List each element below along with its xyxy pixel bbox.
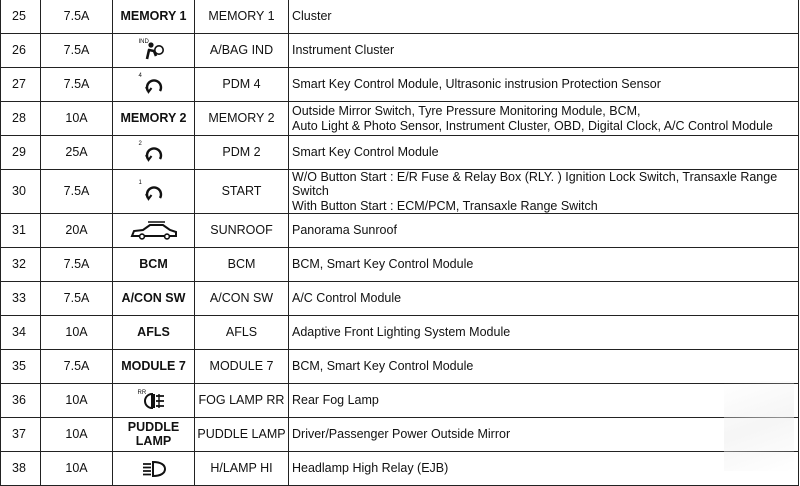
fuse-symbol xyxy=(113,384,195,418)
fuse-name: A/BAG IND xyxy=(195,34,289,68)
fuse-number: 34 xyxy=(1,316,41,350)
table-row xyxy=(1,170,799,214)
fuse-name: SUNROOF xyxy=(195,214,289,248)
fuse-symbol-superscript: 1 xyxy=(138,179,142,186)
fuse-symbol-label: BCM xyxy=(139,257,168,272)
fuse-name: PDM 4 xyxy=(195,68,289,102)
fuse-number: 31 xyxy=(1,214,41,248)
protected-component-line: W/O Button Start : E/R Fuse & Relay Box (RLY. ) Ignition Lock Switch, Transaxle Range Switch xyxy=(292,170,778,199)
fuse-symbol-label: MODULE 7 xyxy=(121,359,186,374)
fuse-symbol-superscript: 4 xyxy=(138,72,142,79)
protected-component-line: Smart Key Control Module xyxy=(292,145,439,160)
fuse-number: 37 xyxy=(1,418,41,452)
fuse-name: PDM 2 xyxy=(195,136,289,170)
fuse-number: 33 xyxy=(1,282,41,316)
protected-component xyxy=(289,68,799,102)
protected-component xyxy=(289,452,799,486)
table-row xyxy=(1,248,799,282)
fuse-symbol-label: A/CON SW xyxy=(121,291,186,306)
fuse-rating: 10A xyxy=(41,418,113,452)
fuse-rating: 20A xyxy=(41,214,113,248)
protected-component-line: With Button Start : ECM/PCM, Transaxle Range Switch xyxy=(292,198,598,213)
fuse-symbol xyxy=(113,68,195,102)
fuse-symbol xyxy=(113,170,195,214)
protected-component xyxy=(289,34,799,68)
protected-component-line: Cluster xyxy=(292,9,332,24)
protected-component-line: BCM, Smart Key Control Module xyxy=(292,257,474,272)
fuse-symbol-label: MEMORY 2 xyxy=(120,111,187,126)
protected-component-line: Rear Fog Lamp xyxy=(292,393,379,408)
protected-component xyxy=(289,170,799,214)
fuse-table-body xyxy=(1,0,799,486)
table-row xyxy=(1,350,799,384)
fuse-number: 29 xyxy=(1,136,41,170)
power-distribution-icon xyxy=(138,140,165,163)
fuse-name: START xyxy=(195,170,289,214)
table-row xyxy=(1,68,799,102)
fuse-symbol xyxy=(113,282,195,316)
fuse-symbol xyxy=(113,248,195,282)
fuse-number: 38 xyxy=(1,452,41,486)
table-row xyxy=(1,384,799,418)
fuse-rating: 10A xyxy=(41,452,113,486)
fuse-number: 36 xyxy=(1,384,41,418)
fuse-rating: 7.5A xyxy=(41,68,113,102)
fuse-rating: 25A xyxy=(41,136,113,170)
protected-component-line: Auto Light & Photo Sensor, Instrument Cluster, OBD, Digital Clock, A/C Control Module xyxy=(292,118,773,133)
fuse-name: MEMORY 1 xyxy=(195,0,289,34)
table-row xyxy=(1,34,799,68)
protected-component xyxy=(289,418,799,452)
protected-component-line: Driver/Passenger Power Outside Mirror xyxy=(292,427,511,442)
fuse-name: H/LAMP HI xyxy=(195,452,289,486)
table-row xyxy=(1,214,799,248)
fuse-rating: 7.5A xyxy=(41,350,113,384)
protected-component-line: Outside Mirror Switch, Tyre Pressure Monitoring Module, BCM, xyxy=(292,104,641,119)
fuse-symbol-superscript: 2 xyxy=(138,140,142,147)
fuse-number: 35 xyxy=(1,350,41,384)
fuse-symbol xyxy=(113,418,195,452)
fuse-rating: 7.5A xyxy=(41,34,113,68)
fuse-rating: 10A xyxy=(41,316,113,350)
sunroof-car-icon xyxy=(129,221,179,241)
fuse-symbol-label: MEMORY 1 xyxy=(120,9,187,24)
protected-component-line: Smart Key Control Module, Ultrasonic instrusion Protection Sensor xyxy=(292,77,661,92)
protected-component-line: BCM, Smart Key Control Module xyxy=(292,359,474,374)
fuse-number: 28 xyxy=(1,102,41,136)
fuse-rating: 7.5A xyxy=(41,0,113,34)
protected-component-line: Panorama Sunroof xyxy=(292,223,397,238)
power-distribution-icon xyxy=(138,179,165,202)
table-row xyxy=(1,282,799,316)
fuse-number: 30 xyxy=(1,170,41,214)
fuse-rating: 7.5A xyxy=(41,170,113,214)
table-row xyxy=(1,452,799,486)
fuse-number: 27 xyxy=(1,68,41,102)
protected-component-line: A/C Control Module xyxy=(292,291,402,306)
fuse-symbol-superscript: IND xyxy=(138,38,149,45)
fuse-symbol-label: PUDDLE LAMP xyxy=(127,419,180,448)
fuse-symbol xyxy=(113,452,195,486)
protected-component xyxy=(289,350,799,384)
fuse-name: PUDDLE LAMP xyxy=(195,418,289,452)
rear-fog-lamp-icon xyxy=(137,389,166,410)
fuse-number: 26 xyxy=(1,34,41,68)
table-row xyxy=(1,136,799,170)
fuse-name: A/CON SW xyxy=(195,282,289,316)
protected-component xyxy=(289,136,799,170)
fuse-rating: 10A xyxy=(41,384,113,418)
protected-component xyxy=(289,248,799,282)
fuse-name: AFLS xyxy=(195,316,289,350)
fuse-symbol xyxy=(113,214,195,248)
fuse-rating: 7.5A xyxy=(41,248,113,282)
fuse-symbol xyxy=(113,136,195,170)
table-row xyxy=(1,418,799,452)
protected-component xyxy=(289,384,799,418)
headlamp-high-beam-icon xyxy=(141,460,167,478)
table-row xyxy=(1,102,799,136)
fuse-number: 25 xyxy=(1,0,41,34)
protected-component xyxy=(289,282,799,316)
table-row xyxy=(1,316,799,350)
protected-component-line: Instrument Cluster xyxy=(292,43,395,58)
airbag-indicator-icon xyxy=(138,38,165,61)
protected-component xyxy=(289,316,799,350)
fuse-symbol xyxy=(113,34,195,68)
fuse-name: FOG LAMP RR xyxy=(195,384,289,418)
fuse-name: MODULE 7 xyxy=(195,350,289,384)
table-row xyxy=(1,0,799,34)
fuse-symbol xyxy=(113,316,195,350)
power-distribution-icon xyxy=(138,72,165,95)
protected-component-line: Adaptive Front Lighting System Module xyxy=(292,325,511,340)
fuse-symbol-label: AFLS xyxy=(137,325,170,340)
fuse-symbol xyxy=(113,102,195,136)
scan-smudge xyxy=(724,381,794,471)
fuse-symbol xyxy=(113,350,195,384)
fuse-symbol xyxy=(113,0,195,34)
fuse-rating: 7.5A xyxy=(41,282,113,316)
protected-component xyxy=(289,214,799,248)
fuse-number: 32 xyxy=(1,248,41,282)
fuse-symbol-superscript: RR xyxy=(137,389,147,396)
protected-component xyxy=(289,0,799,34)
protected-component-line: Headlamp High Relay (EJB) xyxy=(292,461,449,476)
fuse-name: BCM xyxy=(195,248,289,282)
protected-component xyxy=(289,102,799,136)
fuse-rating: 10A xyxy=(41,102,113,136)
fuse-name: MEMORY 2 xyxy=(195,102,289,136)
